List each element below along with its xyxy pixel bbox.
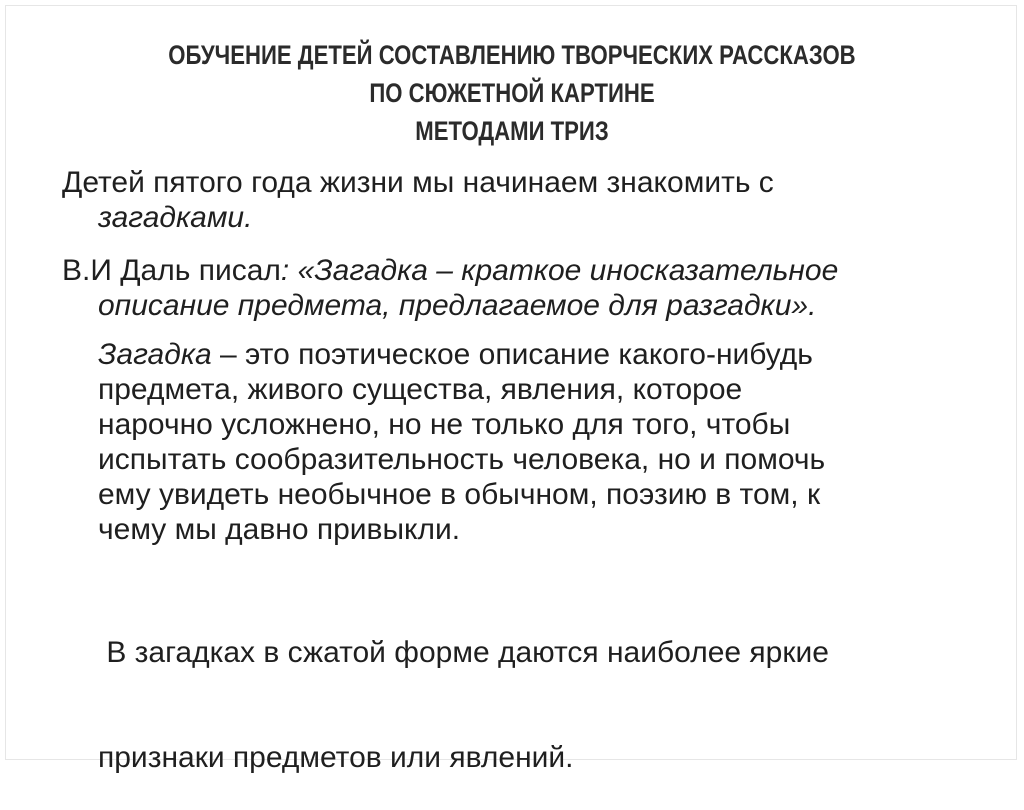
paragraph-definition-line-3: нарочно усложнено, но не только для того, чтобы [98,408,791,441]
paragraph-dal-line-2: описание предмета, предлагаемое для разгадки». [98,289,817,322]
paragraph-definition [98,337,825,547]
title-line-2: ПО СЮЖЕТНОЙ КАРТИНЕ [369,78,655,108]
paragraph-definition-line-5: ему увидеть необычное в обычном, поэзию в том, к [98,478,821,511]
paragraph-definition-line-6: чему мы давно привыкли. [98,513,461,546]
title-line-3: МЕТОДАМИ ТРИЗ [415,116,609,146]
definition-text-start: – это поэтическое описание какого-нибудь [211,338,813,371]
paragraph-intro-line-1: Детей пятого года жизни мы начинаем знакомить с [62,166,774,199]
paragraph-dal-quote [62,253,838,323]
dal-quote-text-start: : «Загадка – краткое иносказательное [280,254,839,287]
title-line-1: ОБУЧЕНИЕ ДЕТЕЙ СОСТАВЛЕНИЮ ТВОРЧЕСКИХ РАССКАЗОВ [168,40,856,70]
paragraph-conclusion-line-2: признаки предметов или явлений. [98,741,574,774]
paragraph-definition-line-4: испытать сообразительность человека, но и помочь [98,443,826,476]
paragraph-intro-line-2: загадками. [98,201,253,234]
paragraph-conclusion [98,565,829,810]
dal-quote-author: В.И Даль писал [62,254,281,287]
paragraph-conclusion-line-1: В загадках в сжатой форме даются наиболее яркие [98,636,829,669]
paragraph-intro [62,165,774,235]
slide-title [92,36,932,150]
definition-term: Загадка [98,338,212,371]
paragraph-dal-line-1 [62,253,838,288]
paragraph-definition-line-1 [98,337,825,372]
paragraph-definition-line-2: предмета, живого существа, явления, которое [98,373,743,406]
